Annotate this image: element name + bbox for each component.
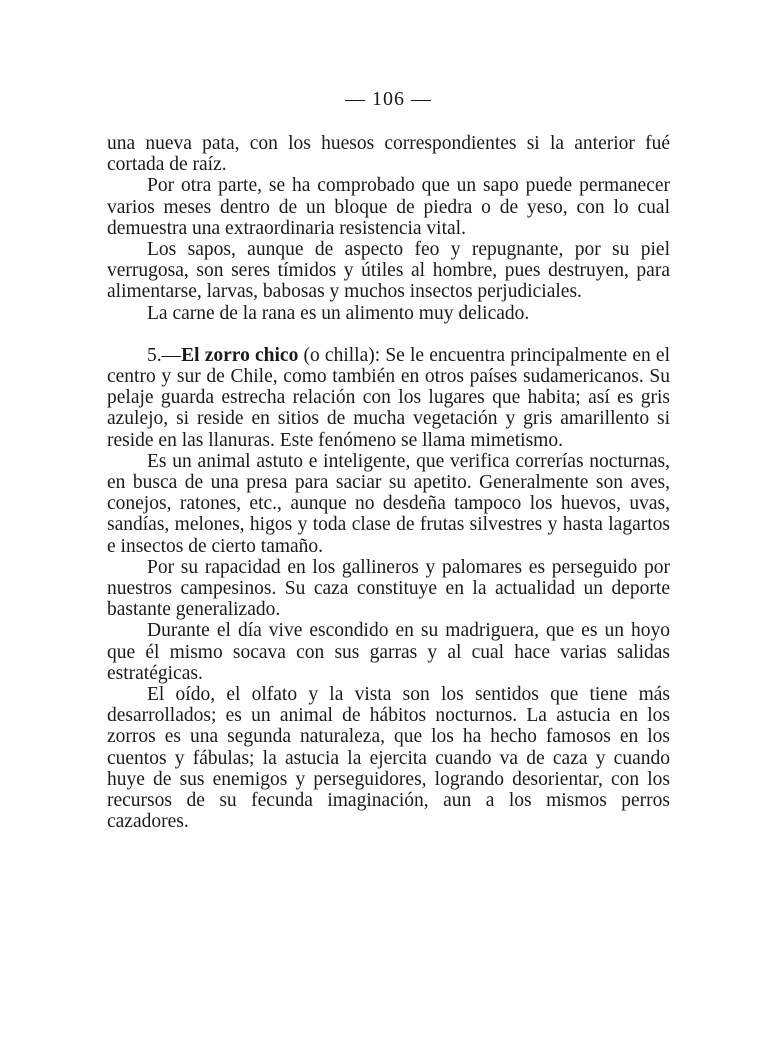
section-intro-text: (o chilla): Se le encuentra principalmente en el centro y sur de Chile, como también en otros países sudamericanos. Su pelaje guarda estrecha relación con los lugares que habita; así es gris azulejo, si reside en sitios de mucha vegetación y gris amarillento si reside en las llanuras. Este fenómeno se llama mimetismo. (107, 344, 670, 451)
paragraph-fox-intro (107, 345, 670, 451)
paragraph-fox-hunting: Por su rapacidad en los gallineros y palomares es perseguido por nuestros campesinos. Su caza constituye en la actualidad un deporte bastante generalizado. (107, 556, 670, 621)
section-heading: El zorro chico (181, 344, 299, 366)
body-text (107, 133, 670, 833)
paragraph-fox-senses: El oído, el olfato y la vista son los sentidos que tiene más desarrollados; es un animal de hábitos nocturnos. La astucia en los zorros es una segunda naturaleza, que los ha hecho famosos en los cuentos y fábulas; la astucia la ejercita cuando va de caza y cuando huye de sus enemigos y perseguidores, logrando desorientar, con los recursos de su fecunda imaginación, aun a los mismos perros cazadores. (107, 684, 670, 833)
paragraph-toad-resistance: Por otra parte, se ha comprobado que un sapo puede permanecer varios meses dentro de un bloque de piedra o de yeso, con lo cual demuestra una extraordinaria resistencia vital. (107, 175, 670, 239)
paragraph-fox-burrow: Durante el día vive escondido en su madriguera, que es un hoyo que él mismo socava con sus garras y al cual hace varias salidas estratégicas. (107, 620, 670, 684)
paragraph-fox-habits: Es un animal astuto e inteligente, que verifica correrías nocturnas, en busca de una presa para saciar su apetito. Generalmente son aves, conejos, ratones, etc., aunque no desdeña tampoco los huevos, uvas, sandías, melones, higos y toda clase de frutas silvestres y hasta lagartos e insectos de cierto tamaño. (107, 450, 670, 557)
page-number: — 106 — (345, 88, 432, 110)
paragraph-toads-useful: Los sapos, aunque de aspecto feo y repugnante, por su piel verrugosa, son seres tímidos y útiles al hombre, pues destruyen, para alimentarse, larvas, babosas y muchos insectos perjudiciales. (107, 239, 670, 303)
paragraph-continuation: una nueva pata, con los huesos correspondientes si la anterior fué cortada de raíz. (107, 133, 670, 176)
paragraph-frog-meat: La carne de la rana es un alimento muy delicado. (147, 302, 530, 324)
section-number: 5.— (147, 344, 182, 366)
